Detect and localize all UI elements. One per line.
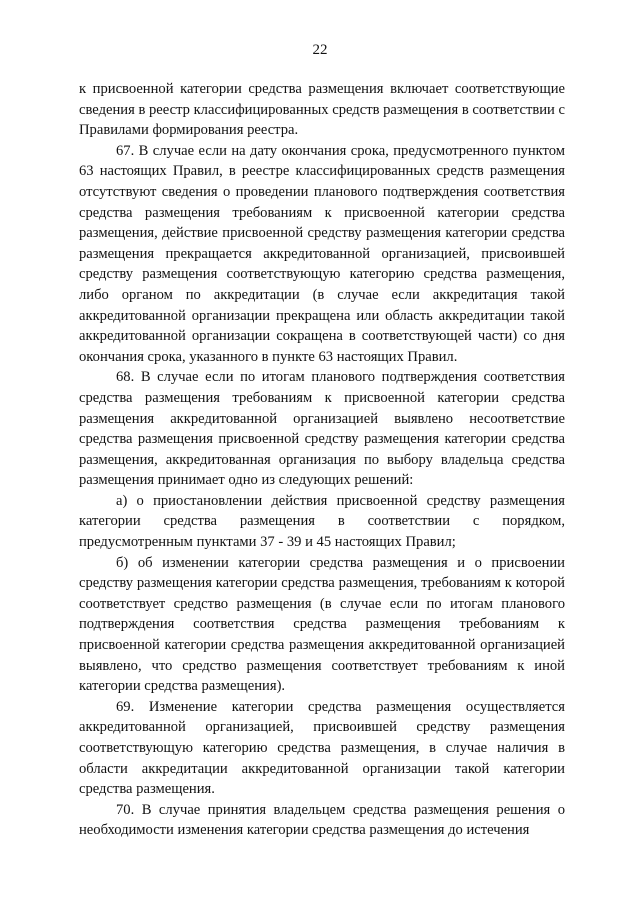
page-number: 22 — [312, 42, 328, 58]
paragraph-69: 69. Изменение категории средства размещения осуществляется аккредитованной организацией, присвоившей средству размещения соответствующую категорию средства размещения, в случае наличия в области аккредитации аккредитованной организации такой категории средства размещения. — [79, 698, 565, 798]
paragraph-68-b: б) об изменении категории средства размещения и о присвоении средству размещения категории средства размещения, требованиям к которой соответствует средство размещения (в случае если по итогам планового подтверждения соответствия средства размещения требованиям к присвоенной категории средства размещения аккредитованной организацией выявлено, что средство размещения соответствует требованиям к иной категории средства размещения). — [79, 554, 565, 695]
paragraph-68: 68. В случае если по итогам планового подтверждения соответствия средства размещения требованиям к присвоенной категории средства размещения аккредитованной организацией выявлено несоответствие средства размещения присвоенной средству размещения категории средства размещения, аккредитованная организация по выбору владельца средства размещения принимает одно из следующих решений: — [79, 369, 565, 489]
paragraph-continuation: к присвоенной категории средства размещения включает соответствующие сведения в реестр классифицированных средств размещения в соответствии с Правилами формирования реестра. — [79, 81, 565, 139]
paragraph-67: 67. В случае если на дату окончания срока, предусмотренного пунктом 63 настоящих Правил, в реестре классифицированных средств размещения отсутствуют сведения о проведении планового подтверждения соответствия средства размещения требованиям к присвоенной категории средства размещения, действие присвоенной средству размещения категории средства размещения прекращается аккредитованной организацией, присвоившей средству размещения соответствующую категорию средства размещения, либо органом по аккредитации (в случае если аккредитация такой аккредитованной организации прекращена или область аккредитации такой аккредитованной организации сокращена в соответствующей части) со дня окончания срока, указанного в пункте 63 настоящих Правил. — [79, 142, 565, 365]
document-body — [79, 79, 565, 841]
paragraph-68-a: а) о приостановлении действия присвоенной средству размещения категории средства размещения в соответствии с порядком, предусмотренным пунктами 37 - 39 и 45 настоящих Правил; — [79, 492, 565, 551]
paragraph-70: 70. В случае принятия владельцем средства размещения решения о необходимости изменения категории средства размещения до истечения — [79, 801, 565, 839]
